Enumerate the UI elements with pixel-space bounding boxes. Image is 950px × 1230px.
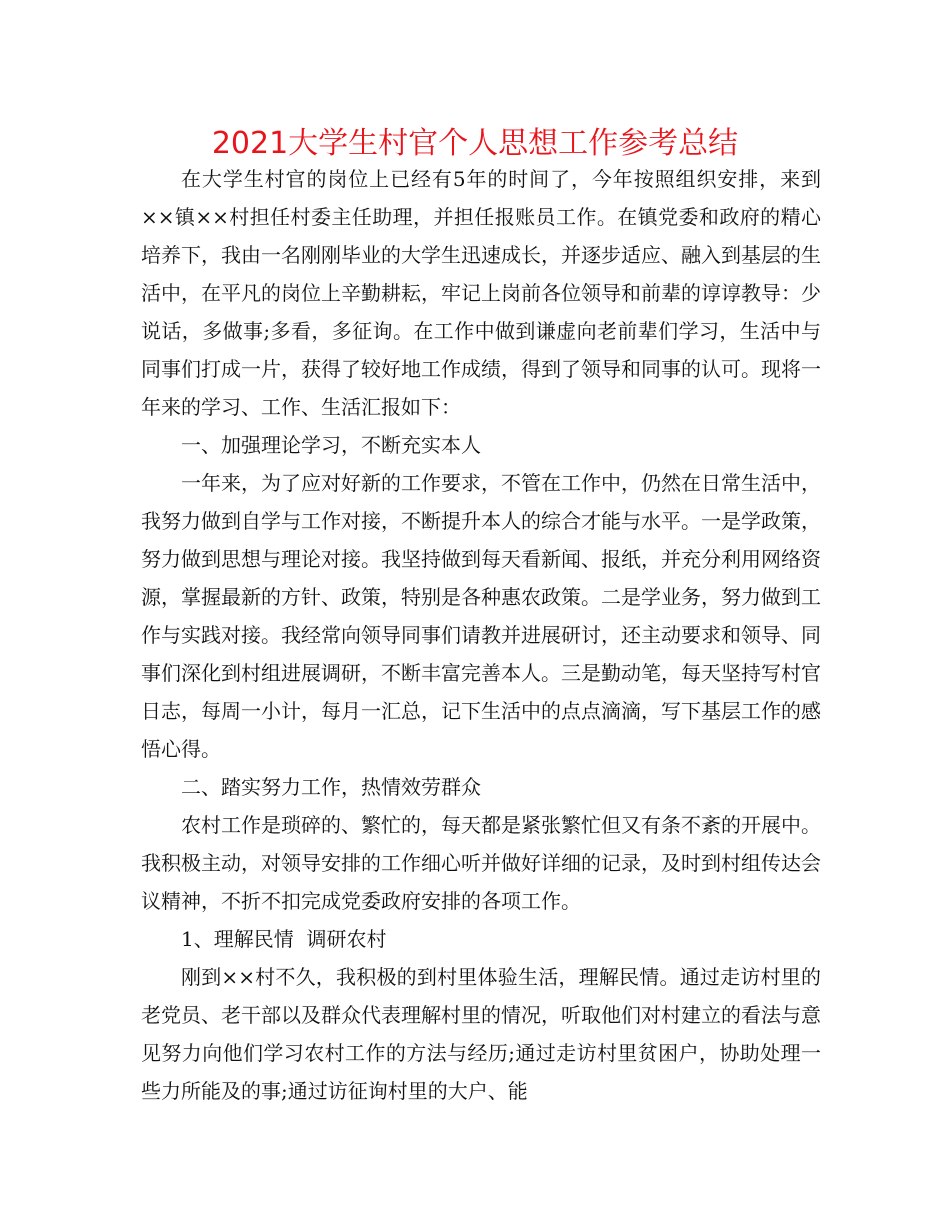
subsection-heading-1: 1、理解民情 调研农村 <box>181 927 387 951</box>
document-body <box>141 160 821 1110</box>
paragraph-intro: 在大学生村官的岗位上已经有5年的时间了，今年按照组织安排，来到××镇××村担任村委主任助理，并担任报账员工作。在镇党委和政府的精心培养下，我由一名刚刚毕业的大学生迅速成长，并逐步适应、融入到基层的生活中，在平凡的岗位上辛勤耕耘，牢记上岗前各位领导和前辈的谆谆教导：少说话，多做事;多看，多征询。在工作中做到谦虚向老前辈们学习，生活中与同事们打成一片，获得了较好地工作成绩，得到了领导和同事的认可。现将一年来的学习、工作、生活汇报如下： <box>141 167 821 419</box>
document-title: 2021大学生村官个人思想工作参考总结 <box>211 126 739 161</box>
paragraph-section-1: 一年来，为了应对好新的工作要求，不管在工作中，仍然在日常生活中，我努力做到自学与工作对接，不断提升本人的综合才能与水平。一是学政策，努力做到思想与理论对接。我坚持做到每天看新闻、报纸，并充分利用网络资源，掌握最新的方针、政策，特别是各种惠农政策。二是学业务，努力做到工作与实践对接。我经常向领导同事们请教并进展研讨，还主动要求和领导、同事们深化到村组进展调研，不断丰富完善本人。三是勤动笔，每天坚持写村官日志，每周一小计，每月一汇总，记下生活中的点点滴滴，写下基层工作的感悟心得。 <box>141 471 821 761</box>
paragraph-section-2: 农村工作是琐碎的、繁忙的，每天都是紧张繁忙但又有条不紊的开展中。我积极主动，对领导安排的工作细心听并做好详细的记录，及时到村组传达会议精神，不折不扣完成党委政府安排的各项工作。 <box>141 813 821 913</box>
section-heading-1: 一、加强理论学习，不断充实本人 <box>181 433 481 457</box>
section-heading-2: 二、踏实努力工作，热情效劳群众 <box>181 775 481 799</box>
paragraph-subsection-1: 刚到××村不久，我积极的到村里体验生活，理解民情。通过走访村里的老党员、老干部以及群众代表理解村里的情况，听取他们对村建立的看法与意见努力向他们学习农村工作的方法与经历;通过走访村里贫困户，协助处理一些力所能及的事;通过访征询村里的大户、能 <box>141 965 821 1103</box>
